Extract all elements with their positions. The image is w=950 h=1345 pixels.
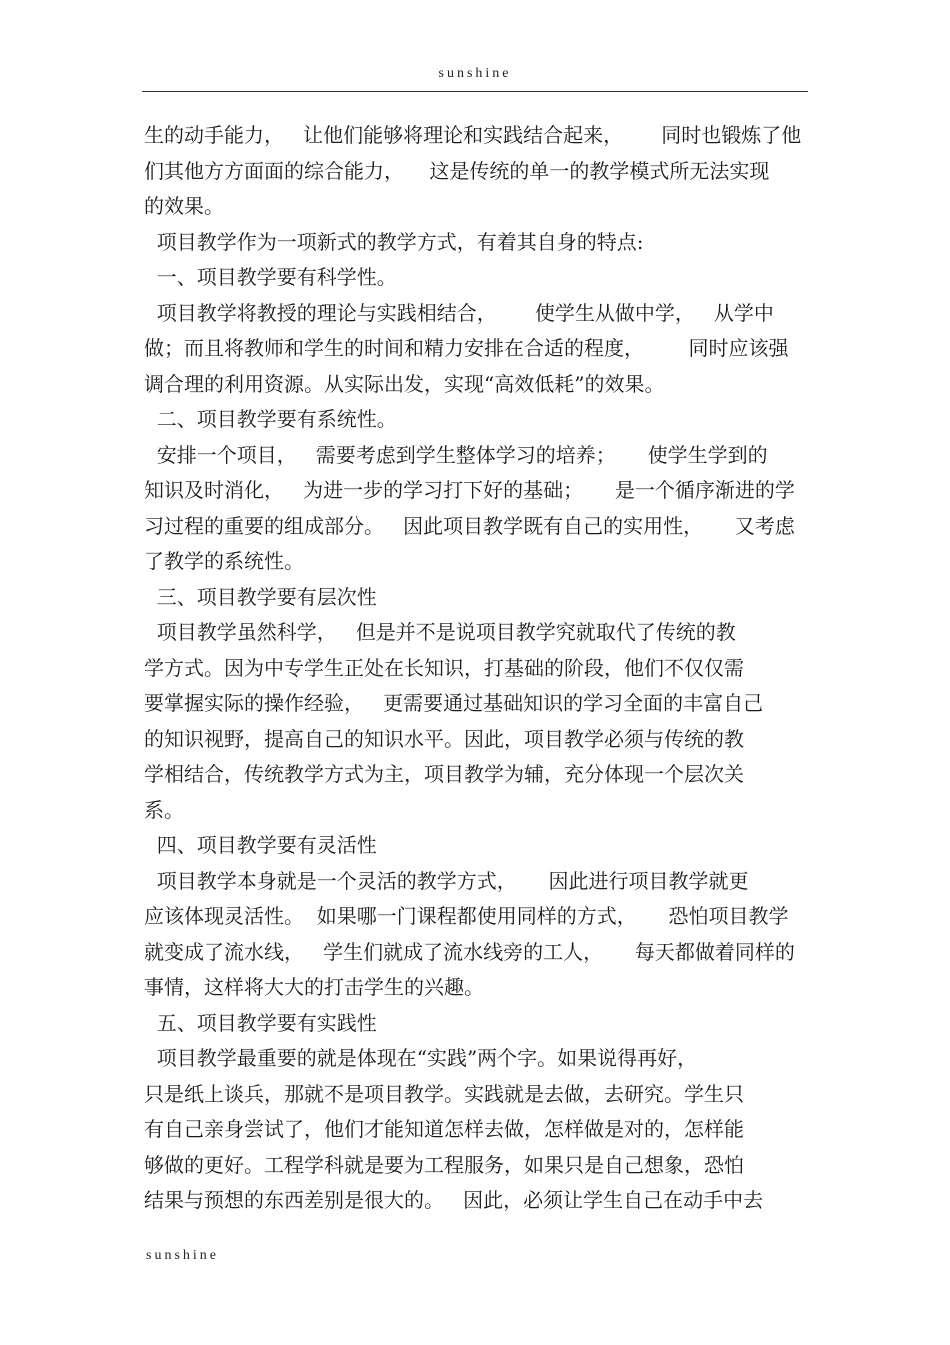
text-line: 四、项目教学要有灵活性 [144, 833, 377, 857]
text-line: 调合理的利用资源。从实际出发，实现“高效低耗”的效果。 [144, 372, 665, 396]
text-line: 就变成了流水线， 学生们就成了流水线旁的工人， 每天都做着同样的 [144, 940, 795, 964]
text-line: 的效果。 [144, 194, 224, 218]
text-line: 只是纸上谈兵，那就不是项目教学。实践就是去做，去研究。学生只 [144, 1082, 744, 1106]
text-line: 结果与预想的东西差别是很大的。 因此，必须让学生自己在动手中去 [144, 1188, 764, 1212]
text-line: 知识及时消化， 为进一步的学习打下好的基础； 是一个循序渐进的学 [144, 478, 795, 502]
page-header: sunshine [438, 66, 512, 81]
text-line: 有自己亲身尝试了，他们才能知道怎样去做，怎样做是对的，怎样能 [144, 1117, 744, 1141]
text-line: 的知识视野，提高自己的知识水平。因此，项目教学必须与传统的教 [144, 727, 744, 751]
text-line: 三、项目教学要有层次性 [144, 585, 377, 609]
page-footer: sunshine [146, 1248, 219, 1263]
text-line: 学相结合，传统教学方式为主，项目教学为辅，充分体现一个层次关 [144, 762, 744, 786]
text-line: 事情，这样将大大的打击学生的兴趣。 [144, 975, 484, 999]
text-line: 学方式。因为中专学生正处在长知识，打基础的阶段，他们不仅仅需 [144, 656, 744, 680]
text-line: 习过程的重要的组成部分。 因此项目教学既有自己的实用性， 又考虑 [144, 514, 795, 538]
text-line: 项目教学最重要的就是体现在“实践”两个字。如果说得再好， [144, 1046, 698, 1070]
text-line: 项目教学作为一项新式的教学方式，有着其自身的特点: [144, 230, 644, 254]
text-line: 二、项目教学要有系统性。 [144, 407, 397, 431]
text-line: 做；而且将教师和学生的时间和精力安排在合适的程度， 同时应该强 [144, 336, 789, 360]
text-line: 生的动手能力， 让他们能够将理论和实践结合起来， 同时也锻炼了他 [144, 123, 802, 147]
text-line: 五、项目教学要有实践性 [144, 1011, 377, 1035]
text-line: 安排一个项目， 需要考虑到学生整体学习的培养； 使学生学到的 [144, 443, 768, 467]
header-divider [142, 91, 808, 92]
text-line: 了教学的系统性。 [144, 549, 304, 573]
text-line: 项目教学虽然科学， 但是并不是说项目教学究就取代了传统的教 [144, 620, 736, 644]
text-line: 要掌握实际的操作经验， 更需要通过基础知识的学习全面的丰富自己 [144, 691, 764, 715]
text-line: 一、项目教学要有科学性。 [144, 265, 397, 289]
text-line: 项目教学本身就是一个灵活的教学方式， 因此进行项目教学就更 [144, 869, 749, 893]
text-line: 系。 [144, 798, 184, 822]
text-line: 够做的更好。工程学科就是要为工程服务，如果只是自己想象，恐怕 [144, 1153, 744, 1177]
text-line: 项目教学将教授的理论与实践相结合， 使学生从做中学， 从学中 [144, 301, 774, 325]
text-line: 应该体现灵活性。 如果哪一门课程都使用同样的方式， 恐怕项目教学 [144, 904, 789, 928]
text-line: 们其他方方面面的综合能力， 这是传统的单一的教学模式所无法实现 [144, 159, 770, 183]
